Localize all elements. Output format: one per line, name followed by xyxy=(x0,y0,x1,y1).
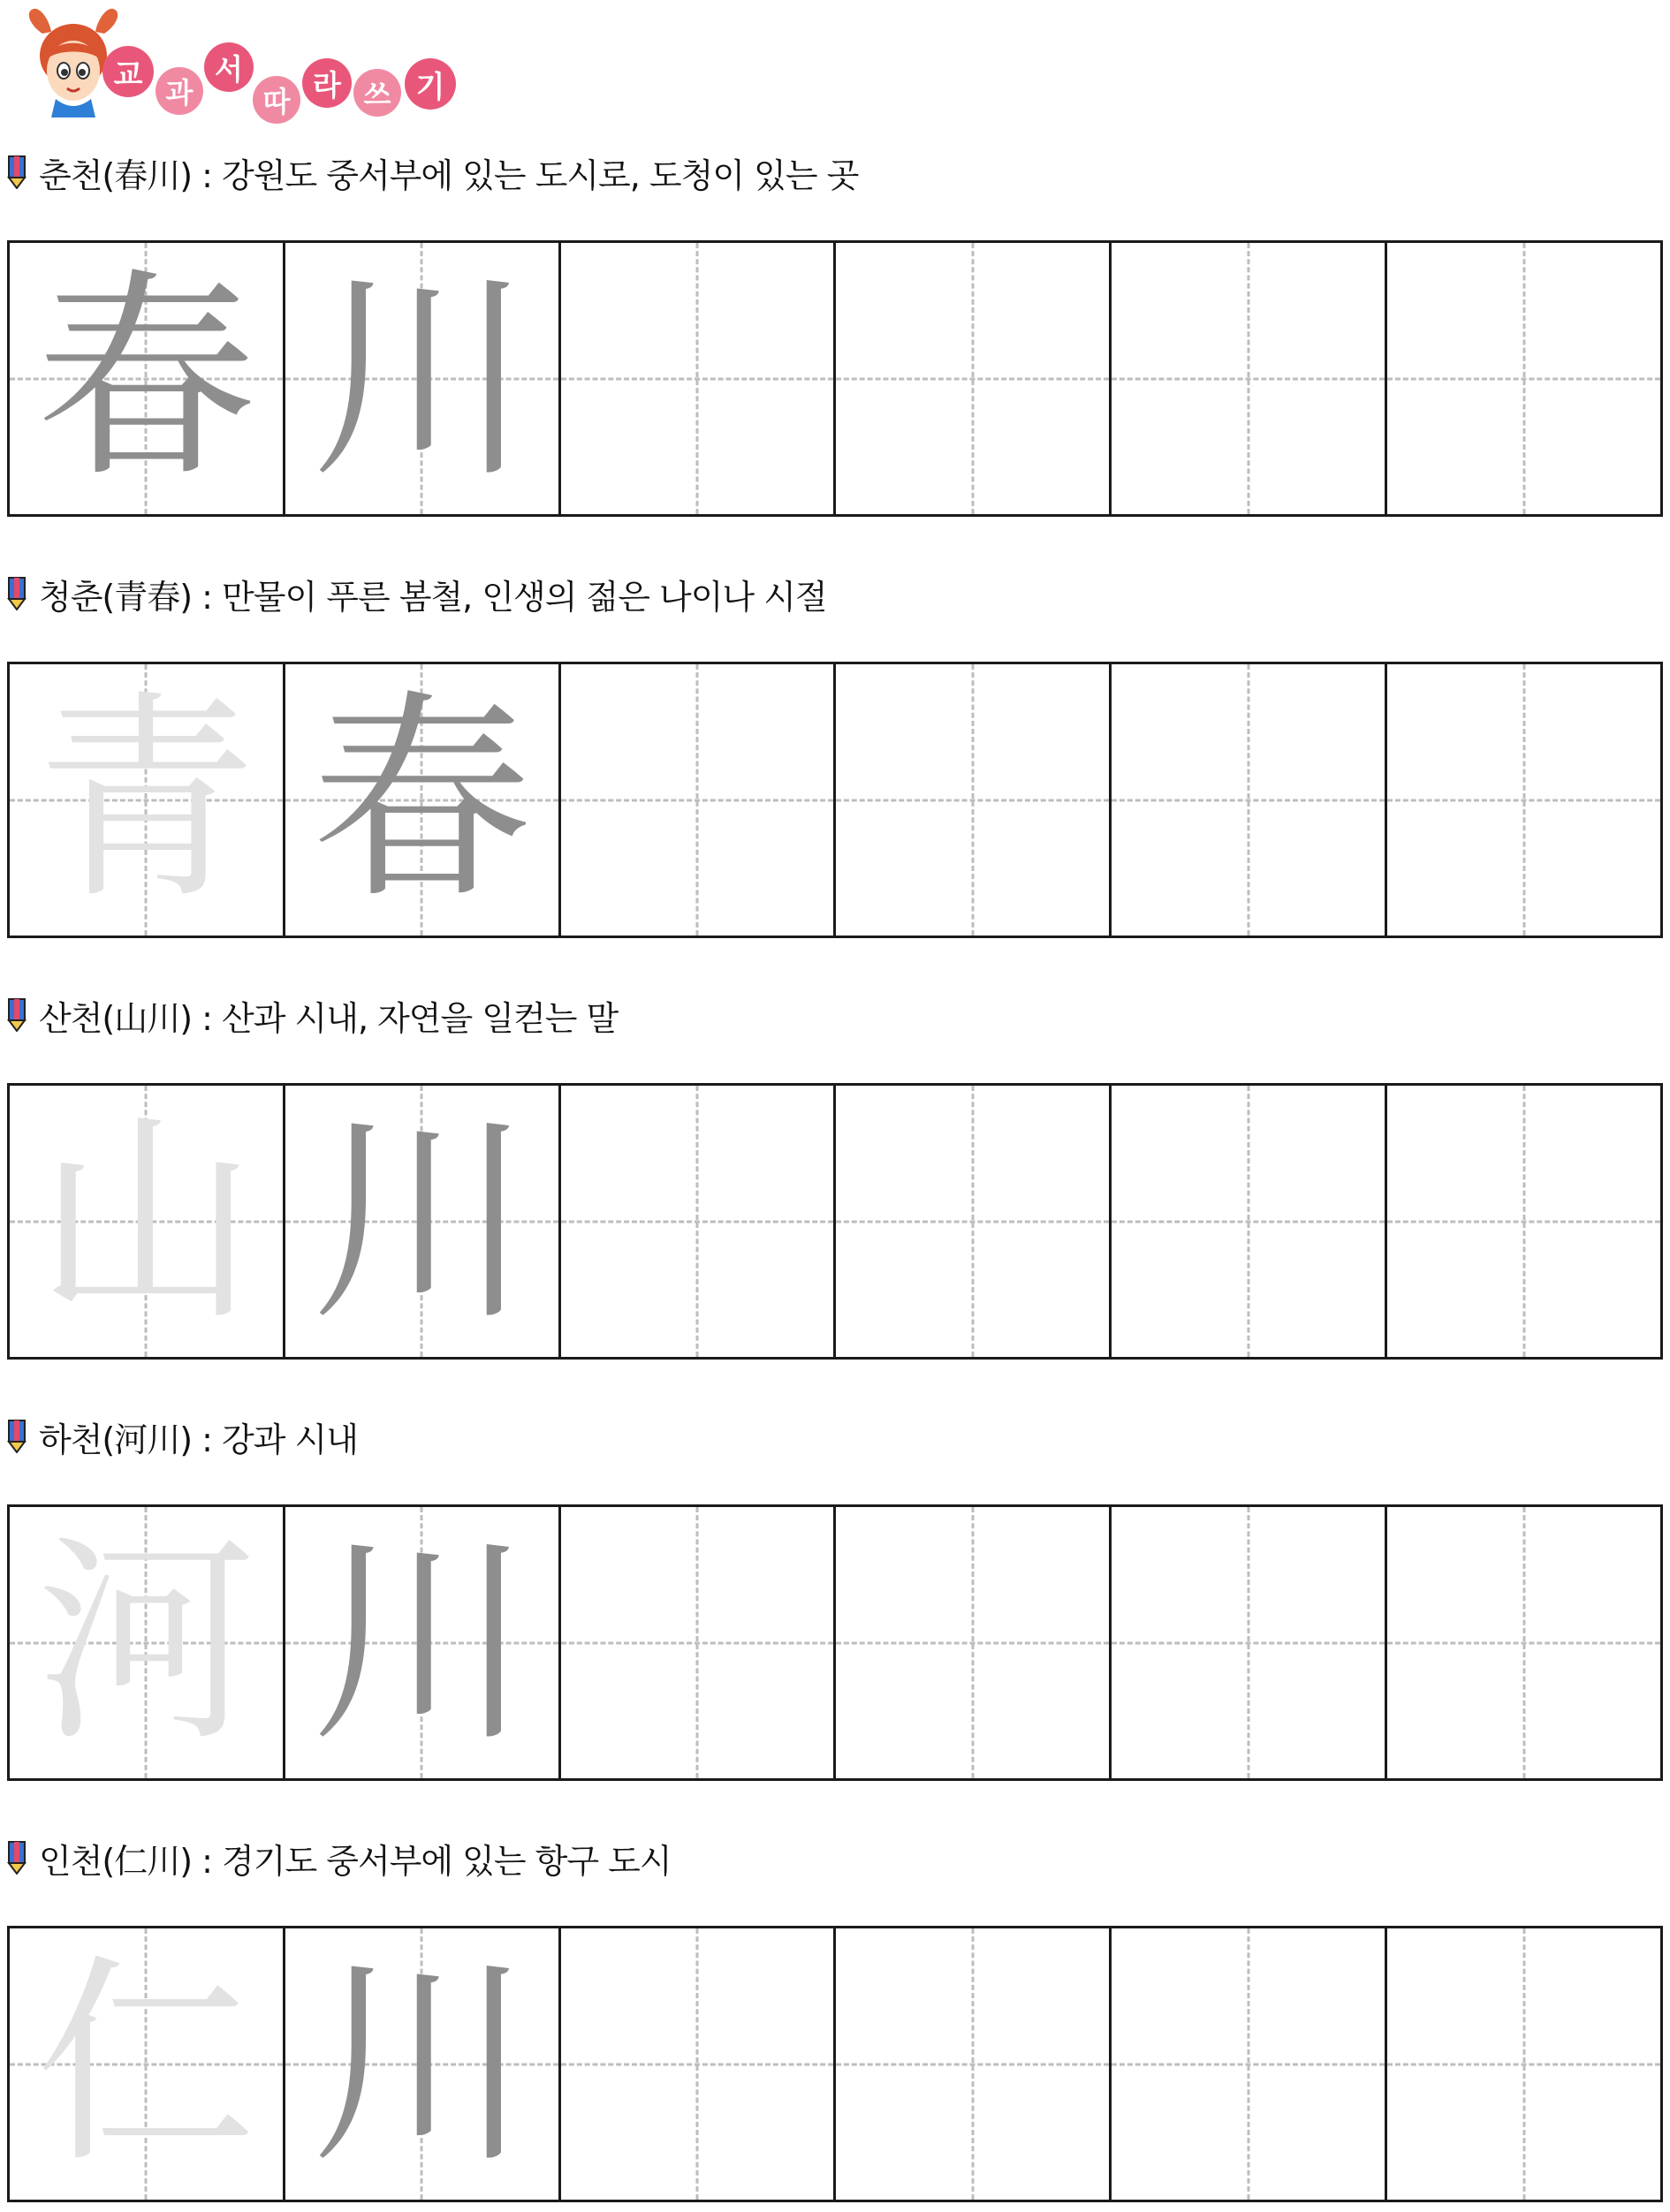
writing-cell[interactable] xyxy=(1387,243,1660,514)
writing-cell[interactable] xyxy=(1112,664,1387,936)
writing-cell[interactable] xyxy=(285,664,561,936)
logo-bubble: 따 xyxy=(253,76,300,124)
trace-character: 川 xyxy=(311,249,533,507)
writing-cell[interactable] xyxy=(836,243,1112,514)
writing-cell[interactable] xyxy=(1387,664,1660,936)
writing-cell[interactable] xyxy=(285,243,561,514)
trace-character: 河 xyxy=(35,1513,257,1771)
writing-cell[interactable] xyxy=(836,664,1112,936)
section-title-row xyxy=(7,146,858,199)
writing-cell[interactable] xyxy=(1112,243,1387,514)
writing-cell[interactable] xyxy=(285,1928,561,2200)
logo-bubble: 과 xyxy=(156,67,203,115)
logo-bubble: 교 xyxy=(102,46,154,97)
logo-bubble: 라 xyxy=(302,58,352,108)
writing-cell[interactable] xyxy=(561,243,837,514)
writing-cell[interactable] xyxy=(285,1507,561,1778)
writing-grid xyxy=(7,1926,1663,2202)
writing-cell[interactable] xyxy=(1112,1086,1387,1357)
logo-bubble: 서 xyxy=(204,42,254,92)
writing-cell[interactable] xyxy=(561,1928,837,2200)
logo-bubble: 기 xyxy=(405,58,456,110)
pencil-icon xyxy=(7,577,27,610)
writing-cell[interactable] xyxy=(10,664,285,936)
header-logo xyxy=(25,7,484,122)
writing-cell[interactable] xyxy=(285,1086,561,1357)
writing-cell[interactable] xyxy=(10,1086,285,1357)
trace-character: 山 xyxy=(35,1092,257,1350)
trace-character: 川 xyxy=(311,1513,533,1771)
section-title: 인천(仁川) : 경기도 중서부에 있는 항구 도시 xyxy=(39,1841,672,1881)
pencil-icon xyxy=(7,1420,27,1453)
writing-cell[interactable] xyxy=(561,1507,837,1778)
section-title-row xyxy=(7,1831,672,1884)
pencil-icon xyxy=(7,998,27,1032)
trace-character: 川 xyxy=(311,1935,533,2193)
writing-grid xyxy=(7,240,1663,517)
writing-cell[interactable] xyxy=(836,1928,1112,2200)
section-title-row xyxy=(7,989,618,1042)
section-title: 산천(山川) : 산과 시내, 자연을 일컫는 말 xyxy=(39,998,619,1038)
section-title-row xyxy=(7,1410,358,1463)
writing-cell[interactable] xyxy=(836,1507,1112,1778)
trace-character: 仁 xyxy=(35,1935,257,2193)
writing-cell[interactable] xyxy=(561,1086,837,1357)
section-title-row xyxy=(7,567,827,620)
writing-cell[interactable] xyxy=(561,664,837,936)
writing-grid xyxy=(7,1083,1663,1360)
writing-cell[interactable] xyxy=(10,1928,285,2200)
section-title: 청춘(青春) : 만물이 푸른 봄철, 인생의 젊은 나이나 시절 xyxy=(39,577,827,617)
section-title: 춘천(春川) : 강원도 중서부에 있는 도시로, 도청이 있는 곳 xyxy=(39,155,859,195)
writing-cell[interactable] xyxy=(836,1086,1112,1357)
trace-character: 川 xyxy=(311,1092,533,1350)
writing-cell[interactable] xyxy=(1112,1928,1387,2200)
pencil-icon xyxy=(7,155,27,189)
writing-cell[interactable] xyxy=(1387,1086,1660,1357)
writing-cell[interactable] xyxy=(10,243,285,514)
writing-cell[interactable] xyxy=(10,1507,285,1778)
section-title: 하천(河川) : 강과 시내 xyxy=(39,1420,358,1459)
writing-cell[interactable] xyxy=(1387,1928,1660,2200)
trace-character: 青 xyxy=(35,670,257,928)
logo-bubble: 쓰 xyxy=(353,69,401,117)
writing-grid xyxy=(7,662,1663,938)
trace-character: 春 xyxy=(311,670,533,928)
trace-character: 春 xyxy=(35,249,257,507)
writing-cell[interactable] xyxy=(1112,1507,1387,1778)
writing-grid xyxy=(7,1504,1663,1781)
writing-cell[interactable] xyxy=(1387,1507,1660,1778)
pencil-icon xyxy=(7,1841,27,1875)
